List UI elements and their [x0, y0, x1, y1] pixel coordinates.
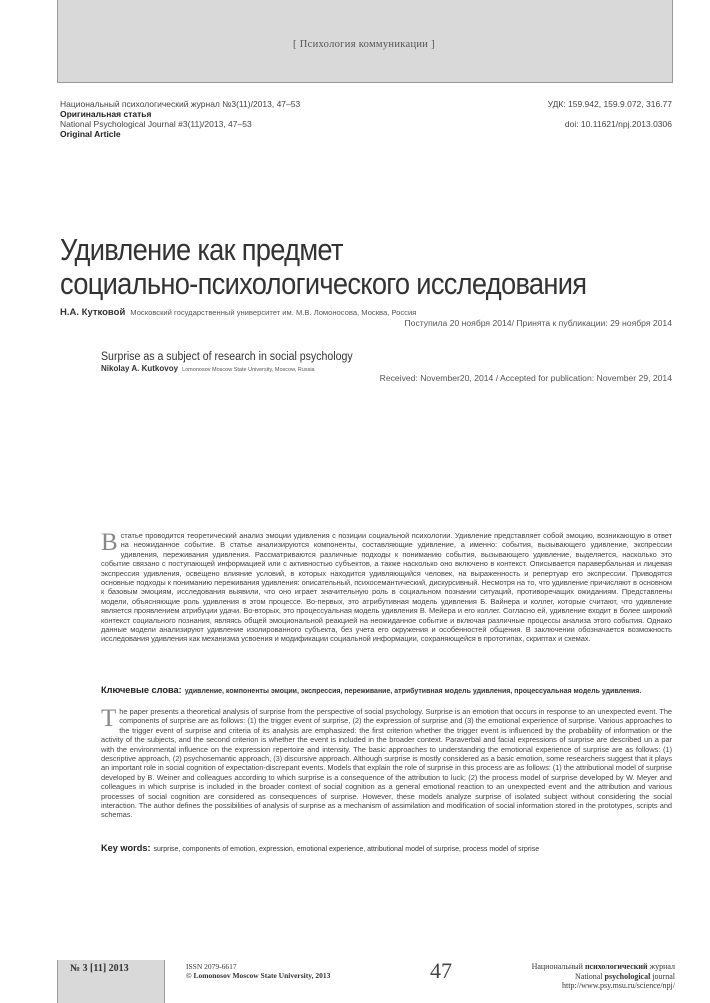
page-number: 47 — [430, 958, 452, 983]
abstract-ru-text: статье проводится теоретический анализ эмоции удивления с позиции социальной психологии. Удивление представляет собой эмоцию, возникающую в ответ на неожиданное событие. В статье анализируются компоненты, составляющие удивление, а именно: события, вызывающего удивление, экспрессии удивления, переживания удивления. Рассматриваются различные подходы к пониманию события, вызывающего удивление, выделяется, насколько это событие связано с поступающей информацией или с активностью субъектов, а также насколько оно включено в контекст. Описывается паравербальная и лицевая экспрессия удивления, освещено влияние условий, в которых находится удивляющийся человек, на выраженность и репертуар его экспрессии. Приводятся основные подходы к пониманию переживания удивления: описательный, психосемантический, дискурсивный. Несмотря на то, что удивление причисляют в основном к базовым эмоциям, исследования выявили, что оно играет значительную роль в социальном познании ситуаций, противоречащих ожиданиям. Представлены модели, объясняющие роль удивления в этом процессе. Во-первых, это атрибутивная модель удивления Б. Вайнера и коллег, которые считают, что удивление является проявлением атрибуции удачи. Во-вторых, это процессуальная модель удивления В. Мейера и его коллег. Согласно ей, удивление входит в более широкий контекст социального познания, являясь общей эмоциональной реакцией на неожиданное событие и включая различные процессы анализа этого события. Однако данные модели анализируют удивление изолированного субъекта, без учета его окружения и особенностей общения. В заключении обозначается возможность исследования удивления как механизма усвоения и модификации социальной информации, сохраняющейся в прототипах, скриптах и схемах. — [101, 531, 672, 644]
footer-copyright: © Lomonosov Moscow State University, 2013 — [186, 971, 331, 980]
journal-en-post: journal — [650, 971, 675, 981]
journal-ru-post: журнал — [647, 962, 675, 971]
journal-en-pre: National — [575, 971, 605, 981]
abstract-ru-dropcap: В — [101, 529, 118, 556]
keywords-label-en: Key words: — [101, 843, 151, 853]
dates-ru: Поступила 20 ноября 2014/ Принята к публикации: 29 ноября 2014 — [404, 318, 672, 328]
article-title-ru — [60, 233, 586, 301]
udk-code: УДК: 159.942, 159.9.072, 316.77 — [547, 99, 672, 109]
keywords-text-ru: удивление, компоненты эмоции, экспрессия, переживание, атрибутивная модель удивления, процессуальная модель удивления. — [184, 688, 642, 695]
title-line-1: Удивление как предмет — [60, 232, 343, 267]
author-line-ru — [60, 307, 416, 318]
footer-journal — [470, 962, 675, 991]
journal-citation-en: National Psychological Journal #3(11)/2013, 47–53 — [60, 119, 252, 129]
article-type-en: Original Article — [60, 129, 121, 139]
keywords-en — [101, 843, 701, 853]
doi: doi: 10.11621/npj.2013.0306 — [564, 119, 672, 129]
footer-journal-ru — [470, 962, 675, 972]
section-title: [ Психология коммуникации ] — [293, 39, 435, 50]
footer-issn-block — [186, 962, 330, 980]
footer-url-link[interactable]: http://www.psy.msu.ru/science/npj/ — [562, 981, 675, 990]
author-line-en — [101, 364, 315, 373]
author-affiliation-en: Lomonosov Moscow State University, Moscow, Russia — [182, 367, 315, 373]
journal-ru-bold: психологический — [584, 962, 648, 971]
author-name-en: Nikolay A. Kutkovoy — [101, 364, 179, 373]
footer-issue: № 3 [11] 2013 — [70, 963, 129, 974]
abstract-en-dropcap: T — [101, 705, 117, 732]
dates-en: Received: November20, 2014 / Accepted for publication: November 29, 2014 — [379, 373, 672, 383]
title-line-2: социально-психологического исследования — [60, 266, 587, 301]
author-name-ru: Н.А. Кутковой — [60, 307, 126, 318]
abstract-en-text: he paper presents a theoretical analysis of surprise from the perspective of social psychology. Surprise is an emotion that occurs in response to an unexpected event. The components of surprise are as follows: (1) the trigger event of surprise, (2) the expression of surprise and (3) the emotional experience of surprise. Various approaches to the trigger event of surprise and criteria of its analysis are emphasized: the first criterion whether the trigger event is influenced by the probability of information or the activity of the subjects, and the second criterion is whether the event is included in the broader context. Paraverbal and facial expressions of surprise are described un a par with the environmental influence on the expression repertoire and intensity. The basic approaches to understanding the emotional experience of surprise are as follows: (1) descriptive approach, (2) psychosemantic approach, (3) discursive approach. Although surprise is mostly considered as a basic emotion, some researchers suggest that it plays an important role in social cognition of expectation-discrepant events. Models that explain the role of surprise in this process are as follows: (1) the attributional model of surprise developed by B. Weiner and colleagues according to which surprise is a consequence of the attribution to luck; (2) the process model of surprise developed by W. Meyer and colleagues in which surprise is included in the broader context of social cognition as a general emotional reaction to an unexpected event and the attribution and various processes of social cognition are considered as consequences of surprise. However, these models analyze surprise of isolated subject without considering the social interaction. The author defines the possibilities of analysis of surprise as a mechanism of assimilation and modification of social information stored in the prototypes, scripts and schemas. — [101, 707, 672, 820]
keywords-ru — [101, 685, 701, 695]
keywords-text-en: surprise, components of emotion, expression, emotional experience, attributional model of surprise, process model of srprise — [153, 846, 540, 853]
footer-issn: ISSN 2079-6617 — [186, 962, 237, 971]
journal-en-bold: psychological — [604, 971, 651, 981]
journal-ru-pre: Национальный — [531, 962, 585, 971]
abstract-en — [101, 707, 672, 820]
keywords-label-ru: Ключевые слова: — [101, 685, 182, 695]
footer-journal-en — [470, 972, 675, 982]
author-affiliation-ru: Московский государственный университет им. М.В. Ломоносова, Москва, Россия — [130, 308, 417, 317]
article-title-en: Surprise as a subject of research in social psychology — [101, 351, 353, 363]
abstract-ru — [101, 531, 672, 644]
article-type-ru: Оригинальная статья — [60, 109, 152, 119]
journal-meta-left — [60, 99, 300, 139]
journal-citation-ru: Национальный психологический журнал №3(11)/2013, 47–53 — [60, 99, 301, 109]
